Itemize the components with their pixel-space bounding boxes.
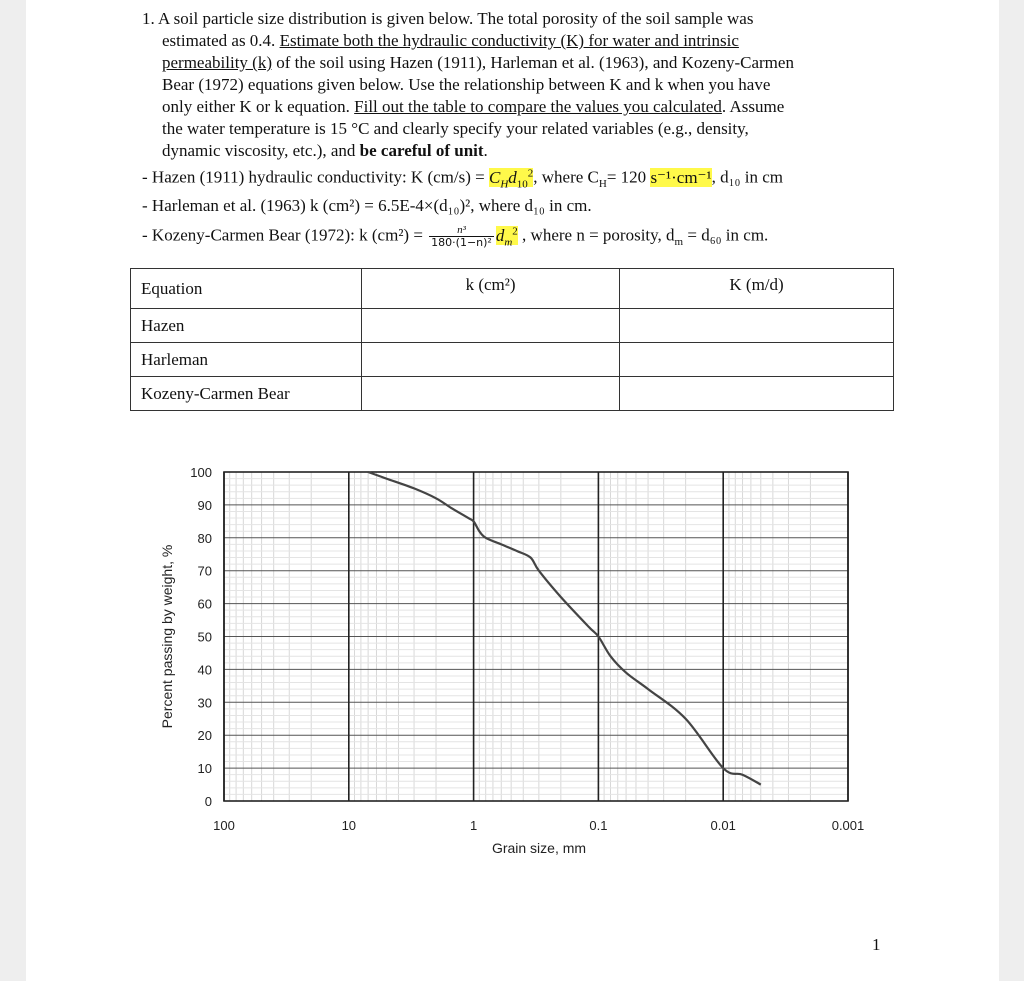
y-tick-label: 80 bbox=[197, 530, 212, 546]
header-equation: Equation bbox=[131, 269, 362, 309]
kozeny-equation: - Kozeny-Carmen Bear (1972): k (cm²) = $\frac{\text{n³}}{\text{180·(1−n)²}}$ $d_m^2$ , where n = porosity, $d_m = d_{60}$ in cm. bbox=[142, 224, 769, 250]
problem-line: the water temperature is 15 °C and clearly specify your related variables (e.g., density, bbox=[162, 119, 749, 138]
problem-line: dynamic viscosity, etc.), and be careful of unit. bbox=[162, 141, 488, 160]
y-tick-label: 50 bbox=[197, 629, 212, 645]
y-tick-label: 30 bbox=[197, 695, 212, 711]
table-cell bbox=[620, 309, 894, 343]
table-cell bbox=[362, 309, 620, 343]
x-axis-label: Grain size, mm bbox=[491, 840, 587, 856]
row-label: Kozeny-Carmen Bear bbox=[131, 377, 362, 411]
header-K: K (m/d) bbox=[620, 269, 894, 309]
page-number: 1 bbox=[872, 935, 881, 954]
y-axis-label: Percent passing by weight, % bbox=[159, 544, 175, 729]
header-k: k (cm²) bbox=[362, 269, 620, 309]
problem-line: permeability (k) of the soil using Hazen (1911), Harleman et al. (1963), and Kozeny-Carmen bbox=[162, 53, 794, 72]
problem-line: estimated as 0.4. Estimate both the hydraulic conductivity (K) for water and intrinsic bbox=[162, 31, 739, 50]
table-cell bbox=[362, 377, 620, 411]
table-row bbox=[131, 309, 894, 343]
problem-statement bbox=[142, 8, 892, 253]
x-tick-label: 0.001 bbox=[831, 818, 865, 833]
harleman-equation: - Harleman et al. (1963) k (cm²) = 6.5E-4×(d₁₀)², where d₁₀ in cm. bbox=[142, 196, 592, 216]
y-tick-label: 90 bbox=[197, 497, 212, 513]
table-row bbox=[131, 377, 894, 411]
problem-line: 1. A soil particle size distribution is given below. The total porosity of the soil sample was bbox=[142, 9, 754, 28]
y-tick-label: 70 bbox=[197, 563, 212, 579]
x-tick-label: 1 bbox=[469, 818, 478, 833]
table-cell bbox=[620, 377, 894, 411]
table-row bbox=[131, 343, 894, 377]
row-label: Hazen bbox=[131, 309, 362, 343]
kozeny-fraction: $\frac{\text{n³}}{\text{180·(1−n)²}}$ bbox=[431, 224, 492, 250]
problem-line: Bear (1972) equations given below. Use the relationship between K and k when you have bbox=[162, 75, 771, 94]
grain-size-chart bbox=[0, 440, 1024, 870]
comparison-table bbox=[130, 268, 894, 411]
grain-size-curve bbox=[368, 472, 761, 785]
y-tick-label: 100 bbox=[190, 465, 212, 480]
y-tick-label: 10 bbox=[197, 761, 212, 777]
x-tick-label: 0.1 bbox=[589, 818, 608, 833]
x-tick-label: 100 bbox=[213, 818, 235, 833]
x-tick-label: 10 bbox=[341, 818, 357, 833]
table-header-row bbox=[131, 269, 894, 309]
y-tick-label: 60 bbox=[197, 596, 212, 612]
table-cell bbox=[362, 343, 620, 377]
y-tick-label: 20 bbox=[197, 728, 212, 744]
table-cell bbox=[620, 343, 894, 377]
x-tick-label: 0.01 bbox=[710, 818, 736, 833]
y-tick-label: 0 bbox=[204, 794, 212, 809]
problem-line: only either K or k equation. Fill out the table to compare the values you calculated. Assume bbox=[162, 97, 785, 116]
y-tick-label: 40 bbox=[197, 662, 212, 678]
row-label: Harleman bbox=[131, 343, 362, 377]
hazen-equation: - Hazen (1911) hydraulic conductivity: K $(cm/s) = C_Hd_{10}^2$, where $C_H= 120$ s⁻¹·cm⁻¹, d₁₀ in cm bbox=[142, 167, 783, 191]
